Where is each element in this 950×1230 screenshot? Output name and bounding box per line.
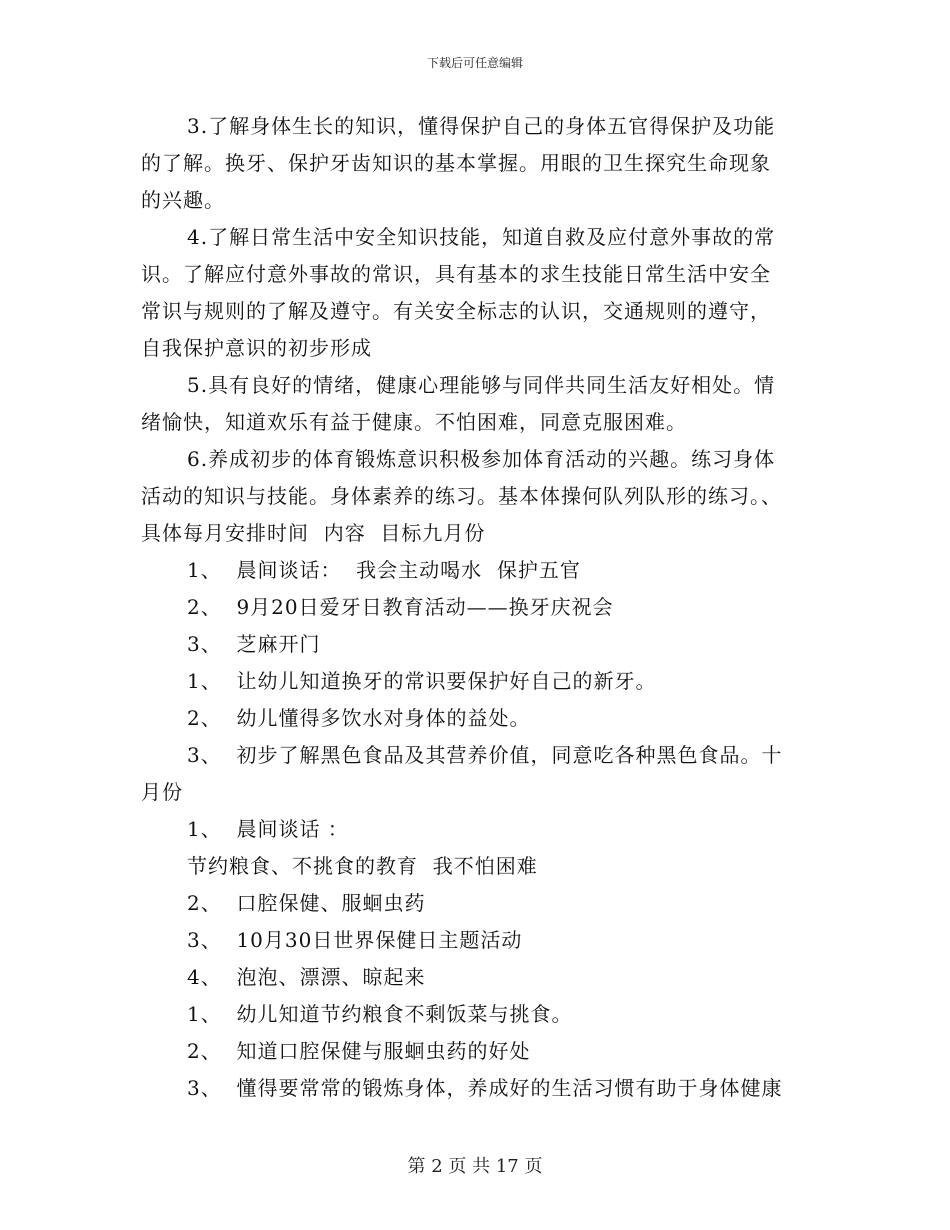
document-body [141, 108, 811, 1107]
text-line: 常识与规则的了解及遵守。有关安全标志的认识，交通规则的遵守， [141, 299, 771, 323]
text-line: 绪愉快，知道欢乐有益于健康。不怕困难，同意克服困难。 [141, 410, 687, 434]
text-line: 节约粮食、不挑食的教育 我不怕困难 [187, 854, 538, 878]
text-line: 活动的知识与技能。身体素养的练习。基本体操何队列队形的练习。、 [141, 484, 782, 508]
text-line: 1、 让幼儿知道换牙的常识要保护好自己的新牙。 [187, 669, 657, 693]
text-line: 3、 懂得要常常的锻炼身体，养成好的生活习惯有助于身体健康 [187, 1076, 783, 1100]
text-line: 2、 幼儿懂得多饮水对身体的益处。 [187, 706, 531, 730]
text-line: 3、 10月30日世界保健日主题活动 [187, 928, 523, 952]
text-line: 月份 [141, 780, 183, 804]
text-line: 2、 9月20日爱牙日教育活动——换牙庆祝会 [187, 595, 614, 619]
page-number: 第 2 页 共 17 页 [407, 1156, 543, 1177]
text-line: 1、 晨间谈话： 我会主动喝水 保护五官 [187, 558, 581, 582]
text-line: 4、 泡泡、漂漂、晾起来 [187, 965, 426, 989]
page-header: 下载后可任意编辑 [426, 56, 523, 70]
text-line: 的了解。换牙、保护牙齿知识的基本掌握。用眼的卫生探究生命现象 [141, 151, 771, 175]
text-line: 3、 初步了解黑色食品及其营养价值，同意吃各种黑色食品。十 [187, 743, 783, 767]
text-line: 1、 幼儿知道节约粮食不剩饭菜与挑食。 [187, 1002, 573, 1026]
text-line: 1、 晨间谈话 ： [187, 817, 349, 841]
text-line: 5.具有良好的情绪，健康心理能够与同伴共同生活友好相处。情 [187, 373, 776, 397]
text-line: 2、 知道口腔保健与服蛔虫药的好处 [187, 1039, 531, 1063]
text-line: 3、 芝麻开门 [187, 632, 321, 656]
text-line: 3.了解身体生长的知识，懂得保护自己的身体五官得保护及功能 [187, 114, 776, 138]
text-line: 的兴趣。 [141, 188, 225, 212]
text-line: 识。了解应付意外事故的常识，具有基本的求生技能日常生活中安全 [141, 262, 771, 286]
text-line: 自我保护意识的初步形成 [141, 336, 372, 360]
text-line: 具体每月安排时间 内容 目标九月份 [141, 521, 486, 545]
text-line: 6.养成初步的体育锻炼意识积极参加体育活动的兴趣。练习身体 [187, 447, 776, 471]
text-line: 2、 口腔保健、服蛔虫药 [187, 891, 426, 915]
text-line: 4.了解日常生活中安全知识技能，知道自救及应付意外事故的常 [187, 225, 776, 249]
